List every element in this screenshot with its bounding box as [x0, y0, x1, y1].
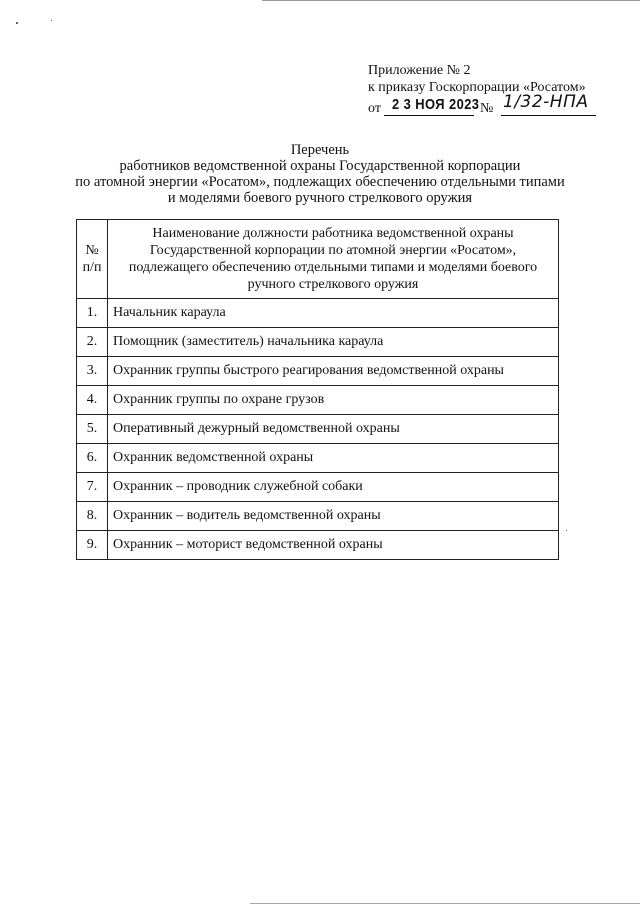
positions-table — [76, 219, 559, 560]
table-row — [77, 357, 559, 386]
order-date-number — [368, 92, 589, 118]
table-row — [77, 531, 559, 560]
row-number: 8. — [77, 502, 108, 531]
row-position-name: Охранник ведомственной охраны — [108, 444, 559, 473]
number-label: № — [480, 101, 494, 116]
header-name-line: ручного стрелкового оружия — [247, 277, 419, 292]
scan-speck — [566, 530, 567, 531]
table-row — [77, 444, 559, 473]
row-number: 7. — [77, 473, 108, 502]
table-row — [77, 328, 559, 357]
annex-title: Приложение № 2 — [368, 63, 471, 78]
row-number: 2. — [77, 328, 108, 357]
document-subtitle-line-2: по атомной энергии «Росатом», подлежащих обеспечению отдельными типами — [75, 174, 565, 190]
row-position-name: Помощник (заместитель) начальника караула — [108, 328, 559, 357]
table-header-row — [77, 220, 559, 299]
scan-edge-bottom — [250, 903, 640, 904]
date-underline — [384, 115, 474, 116]
header-number-label: № — [85, 243, 99, 258]
row-number: 1. — [77, 299, 108, 328]
row-number: 5. — [77, 415, 108, 444]
table-row — [77, 502, 559, 531]
row-number: 3. — [77, 357, 108, 386]
document-subtitle-line-1: работников ведомственной охраны Государственной корпорации — [119, 158, 521, 174]
scan-speck — [51, 20, 52, 21]
scan-speck — [16, 22, 18, 24]
table-row — [77, 386, 559, 415]
order-date-stamp: 2 3 НОЯ 2023 — [392, 96, 480, 113]
annex-block — [368, 62, 589, 118]
table-row — [77, 299, 559, 328]
row-position-name: Начальник караула — [108, 299, 559, 328]
order-number-handwritten: 1/32-НПА — [503, 92, 589, 112]
date-from-label: от — [368, 101, 381, 116]
row-position-name: Охранник – проводник служебной собаки — [108, 473, 559, 502]
header-number-cell — [77, 220, 108, 299]
header-number-sublabel: п/п — [82, 260, 102, 275]
row-position-name: Охранник группы по охране грузов — [108, 386, 559, 415]
header-name-line: Наименование должности работника ведомственной охраны — [152, 226, 514, 241]
table-row — [77, 415, 559, 444]
annex-order-ref: к приказу Госкорпорации «Росатом» — [368, 80, 586, 95]
row-position-name: Охранник – водитель ведомственной охраны — [108, 502, 559, 531]
table-row — [77, 473, 559, 502]
document-subtitle-line-3: и моделями боевого ручного стрелкового оружия — [167, 190, 473, 206]
row-position-name: Оперативный дежурный ведомственной охраны — [108, 415, 559, 444]
row-position-name: Охранник группы быстрого реагирования ведомственной охраны — [108, 357, 559, 386]
row-number: 6. — [77, 444, 108, 473]
number-underline — [501, 115, 596, 116]
row-number: 4. — [77, 386, 108, 415]
row-position-name: Охранник – моторист ведомственной охраны — [108, 531, 559, 560]
header-name-line: Государственной корпорации по атомной энергии «Росатом», — [149, 243, 517, 258]
row-number: 9. — [77, 531, 108, 560]
header-name-cell — [108, 220, 559, 299]
scan-edge-top — [262, 0, 640, 1]
document-title: Перечень — [290, 142, 350, 158]
header-name-line: подлежащего обеспечению отдельными типами и моделями боевого — [128, 260, 538, 275]
